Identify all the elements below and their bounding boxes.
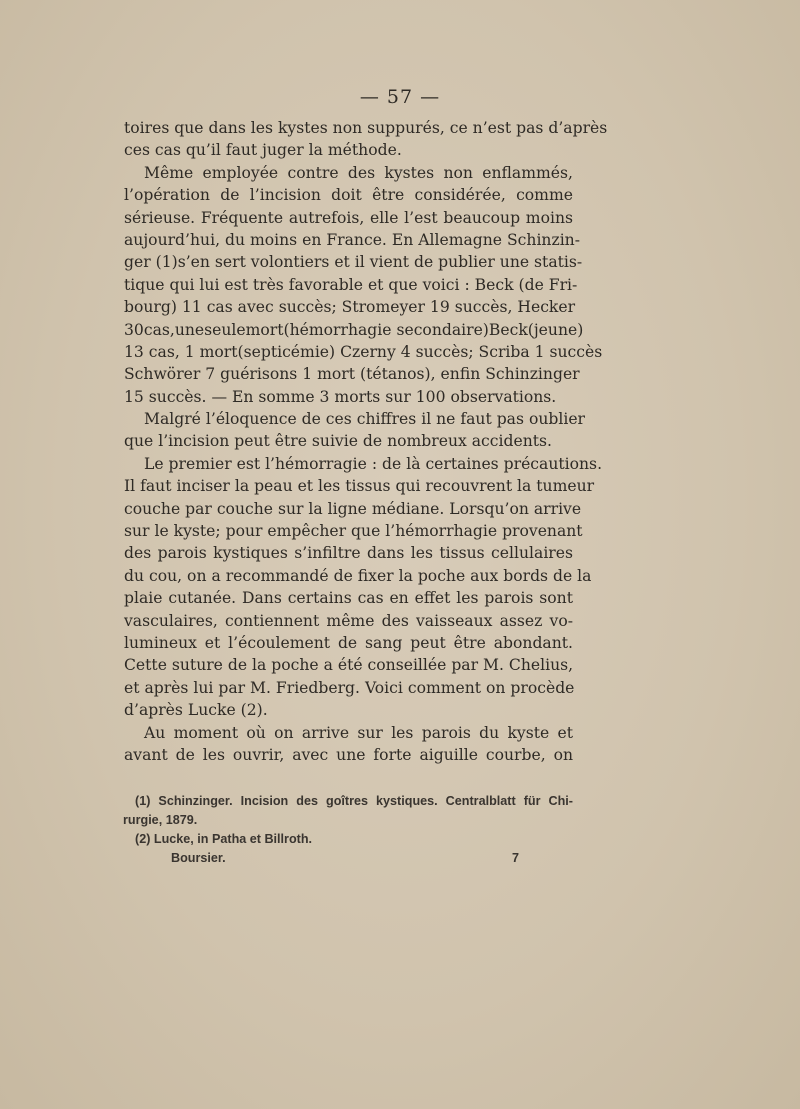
author-signature: Boursier. bbox=[171, 851, 226, 865]
text-line: Même employée contre des kystes non enflammés, bbox=[144, 163, 573, 182]
text-line: ger (1)s’en sert volontiers et il vient de publier une statis- bbox=[124, 253, 583, 272]
text-line: des parois kystiques s’infiltre dans les tissus cellulaires bbox=[124, 544, 573, 563]
text-line: que l’incision peut être suivie de nombreux accidents. bbox=[124, 432, 552, 451]
text-line: Au moment où on arrive sur les parois du kyste et bbox=[144, 723, 573, 742]
text-line: Il faut inciser la peau et les tissus qui recouvrent la tumeur bbox=[124, 477, 595, 496]
text-line: Cette suture de la poche a été conseillée par M. Chelius, bbox=[124, 656, 574, 675]
text-line: bourg) 11 cas avec succès; Stromeyer 19 succès, Hecker bbox=[124, 298, 576, 317]
text-line: plaie cutanée. Dans certains cas en effet les parois sont bbox=[124, 589, 573, 608]
sheet-signature-number: 7 bbox=[511, 851, 519, 865]
text-line: l’opération de l’incision doit être considérée, comme bbox=[124, 186, 573, 205]
text-line: avant de les ouvrir, avec une forte aiguille courbe, on bbox=[124, 745, 573, 764]
text-line: ces cas qu’il faut juger la méthode. bbox=[124, 141, 402, 160]
text-line: sur le kyste; pour empêcher que l’hémorrhagie provenant bbox=[124, 522, 583, 541]
signature-row bbox=[135, 849, 573, 868]
text-line: couche par couche sur la ligne médiane. Lorsqu’on arrive bbox=[124, 499, 582, 518]
text-line: lumineux et l’écoulement de sang peut être abondant. bbox=[124, 633, 573, 652]
text-line: Malgré l’éloquence de ces chiffres il ne faut pas oublier bbox=[144, 410, 586, 429]
footnotes bbox=[123, 792, 573, 868]
text-line: du cou, on a recommandé de fixer la poche aux bords de la bbox=[124, 566, 592, 585]
text-line: Schwörer 7 guérisons 1 mort (tétanos), enfin Schinzinger bbox=[124, 365, 580, 384]
text-line: 15 succès. — En somme 3 morts sur 100 observations. bbox=[124, 387, 557, 406]
text-line: 30cas,uneseulemort(hémorrhagie secondaire)Beck(jeune) bbox=[124, 320, 584, 339]
footnote-1-continuation: rurgie, 1879. bbox=[123, 813, 198, 827]
footnote-1: (1) Schinzinger. Incision des goîtres kystiques. Centralblatt für Chi- bbox=[135, 794, 573, 808]
text-line: d’après Lucke (2). bbox=[124, 701, 268, 720]
text-line: et après lui par M. Friedberg. Voici comment on procède bbox=[124, 678, 575, 697]
footnote-2: (2) Lucke, in Patha et Billroth. bbox=[135, 832, 313, 846]
text-line: 13 cas, 1 mort(septicémie) Czerny 4 succès; Scriba 1 succès bbox=[124, 342, 603, 361]
body-text bbox=[124, 117, 608, 766]
text-line: vasculaires, contiennent même des vaisseaux assez vo- bbox=[124, 611, 573, 630]
text-line: aujourd’hui, du moins en France. En Allemagne Schinzin- bbox=[124, 230, 580, 249]
text-line: Le premier est l’hémorragie : de là certaines précautions. bbox=[144, 454, 603, 473]
text-line: toires que dans les kystes non suppurés, ce n’est pas d’après bbox=[124, 119, 608, 137]
text-line: sérieuse. Fréquente autrefois, elle l’est beaucoup moins bbox=[124, 208, 573, 227]
page-number: — 57 — bbox=[359, 86, 441, 108]
text-line: tique qui lui est très favorable et que voici : Beck (de Fri- bbox=[124, 275, 578, 294]
